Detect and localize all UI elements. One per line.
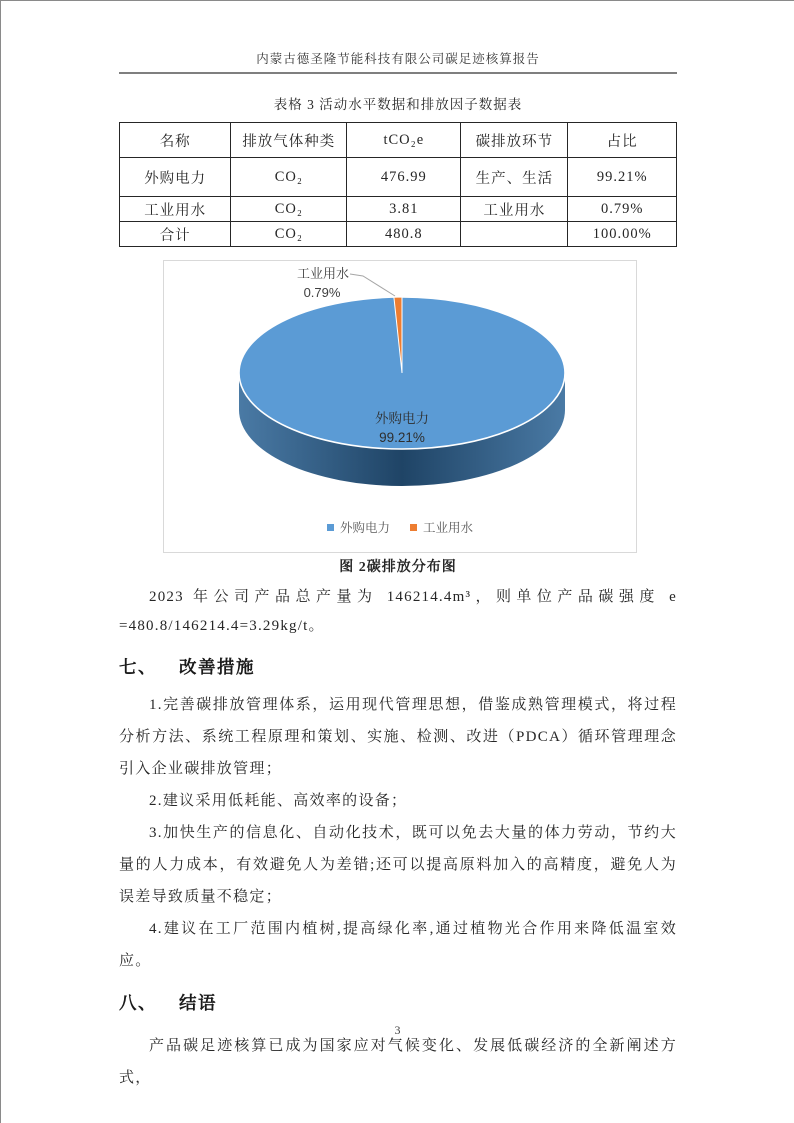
table-header-cell: 排放气体种类: [231, 123, 347, 158]
production-line-2: =480.8/146214.4=3.29kg/t。: [119, 618, 325, 634]
table-row: [120, 197, 677, 222]
pie-label-water-name: 工业用水: [296, 266, 350, 281]
legend-item-water: [410, 518, 473, 536]
table-cell: 99.21%: [568, 158, 677, 197]
legend-label: 外购电力: [339, 521, 390, 535]
emission-data-table: [119, 122, 677, 247]
section-number: 八、: [119, 993, 157, 1013]
table-cell: 100.00%: [568, 222, 677, 247]
table-cell: 合计: [120, 222, 231, 247]
table-header-cell: 名称: [120, 123, 231, 158]
improvement-item-2: 2.建议采用低耗能、高效率的设备；: [149, 793, 408, 809]
improvement-item-4: 4.建议在工厂范围内植树,提高绿化率,通过植物光合作用来降低温室效应。: [119, 921, 677, 969]
table-cell: 0.79%: [568, 197, 677, 222]
production-paragraph: [119, 583, 677, 641]
figure-caption: 图 2碳排放分布图: [339, 560, 457, 575]
legend-swatch-blue: [327, 524, 334, 531]
table-header-cell: tCO₂e: [347, 123, 461, 158]
table-cell: CO₂: [231, 222, 347, 247]
table-cell: CO₂: [231, 158, 347, 197]
table-row: [120, 222, 677, 247]
chart-legend: [164, 518, 636, 536]
pie-chart-canvas: [164, 261, 636, 552]
section-number: 七、: [119, 657, 157, 677]
table-title: 表格 3 活动水平数据和排放因子数据表: [273, 97, 523, 112]
table-header-cell: 碳排放环节: [461, 123, 568, 158]
table-cell: 外购电力: [120, 158, 231, 197]
table-cell: CO₂: [231, 197, 347, 222]
pie-chart: [163, 260, 637, 553]
table-cell: 工业用水: [120, 197, 231, 222]
pie-label-electricity-value: 99.21%: [379, 430, 425, 445]
table-cell: 476.99: [347, 158, 461, 197]
table-cell: [461, 222, 568, 247]
pie-label-electricity-name: 外购电力: [375, 411, 429, 426]
improvement-item-3: 3.加快生产的信息化、自动化技术，既可以免去大量的体力劳动，节约大量的人力成本，有效避免人为差错;还可以提高原料加入的高精度，避免人为误差导致质量不稳定；: [119, 825, 677, 905]
page-number: 3: [394, 1023, 401, 1037]
section-title: 改善措施: [179, 657, 255, 677]
improvement-item-1: 1.完善碳排放管理体系，运用现代管理思想，借鉴成熟管理模式，将过程分析方法、系统工程原理和策划、实施、检测、改进（PDCA）循环管理理念引入企业碳排放管理；: [119, 697, 677, 777]
leader-line: [350, 274, 395, 296]
document-header-title: 内蒙古德圣隆节能科技有限公司碳足迹核算报告: [256, 52, 540, 66]
page-content: [1, 1, 794, 1094]
table-cell: 生产、生活: [461, 158, 568, 197]
pie-label-water-value: 0.79%: [303, 285, 341, 300]
table-header-row: [120, 123, 677, 158]
section-title: 结语: [179, 993, 217, 1013]
production-line-1: 2023 年公司产品总产量为 146214.4m³，则单位产品碳强度 e: [149, 589, 677, 605]
table-header-cell: 占比: [568, 123, 677, 158]
legend-swatch-orange: [410, 524, 417, 531]
table-cell: 480.8: [347, 222, 461, 247]
legend-item-electricity: [327, 518, 390, 536]
section-heading-7: [119, 654, 677, 679]
section-heading-8: [119, 990, 677, 1015]
header-rule: [119, 72, 677, 74]
table-cell: 3.81: [347, 197, 461, 222]
table-row: [120, 158, 677, 197]
conclusion-paragraph: 产品碳足迹核算已成为国家应对气候变化、发展低碳经济的全新阐述方式，: [119, 1038, 677, 1086]
legend-label: 工业用水: [423, 521, 474, 535]
table-cell: 工业用水: [461, 197, 568, 222]
